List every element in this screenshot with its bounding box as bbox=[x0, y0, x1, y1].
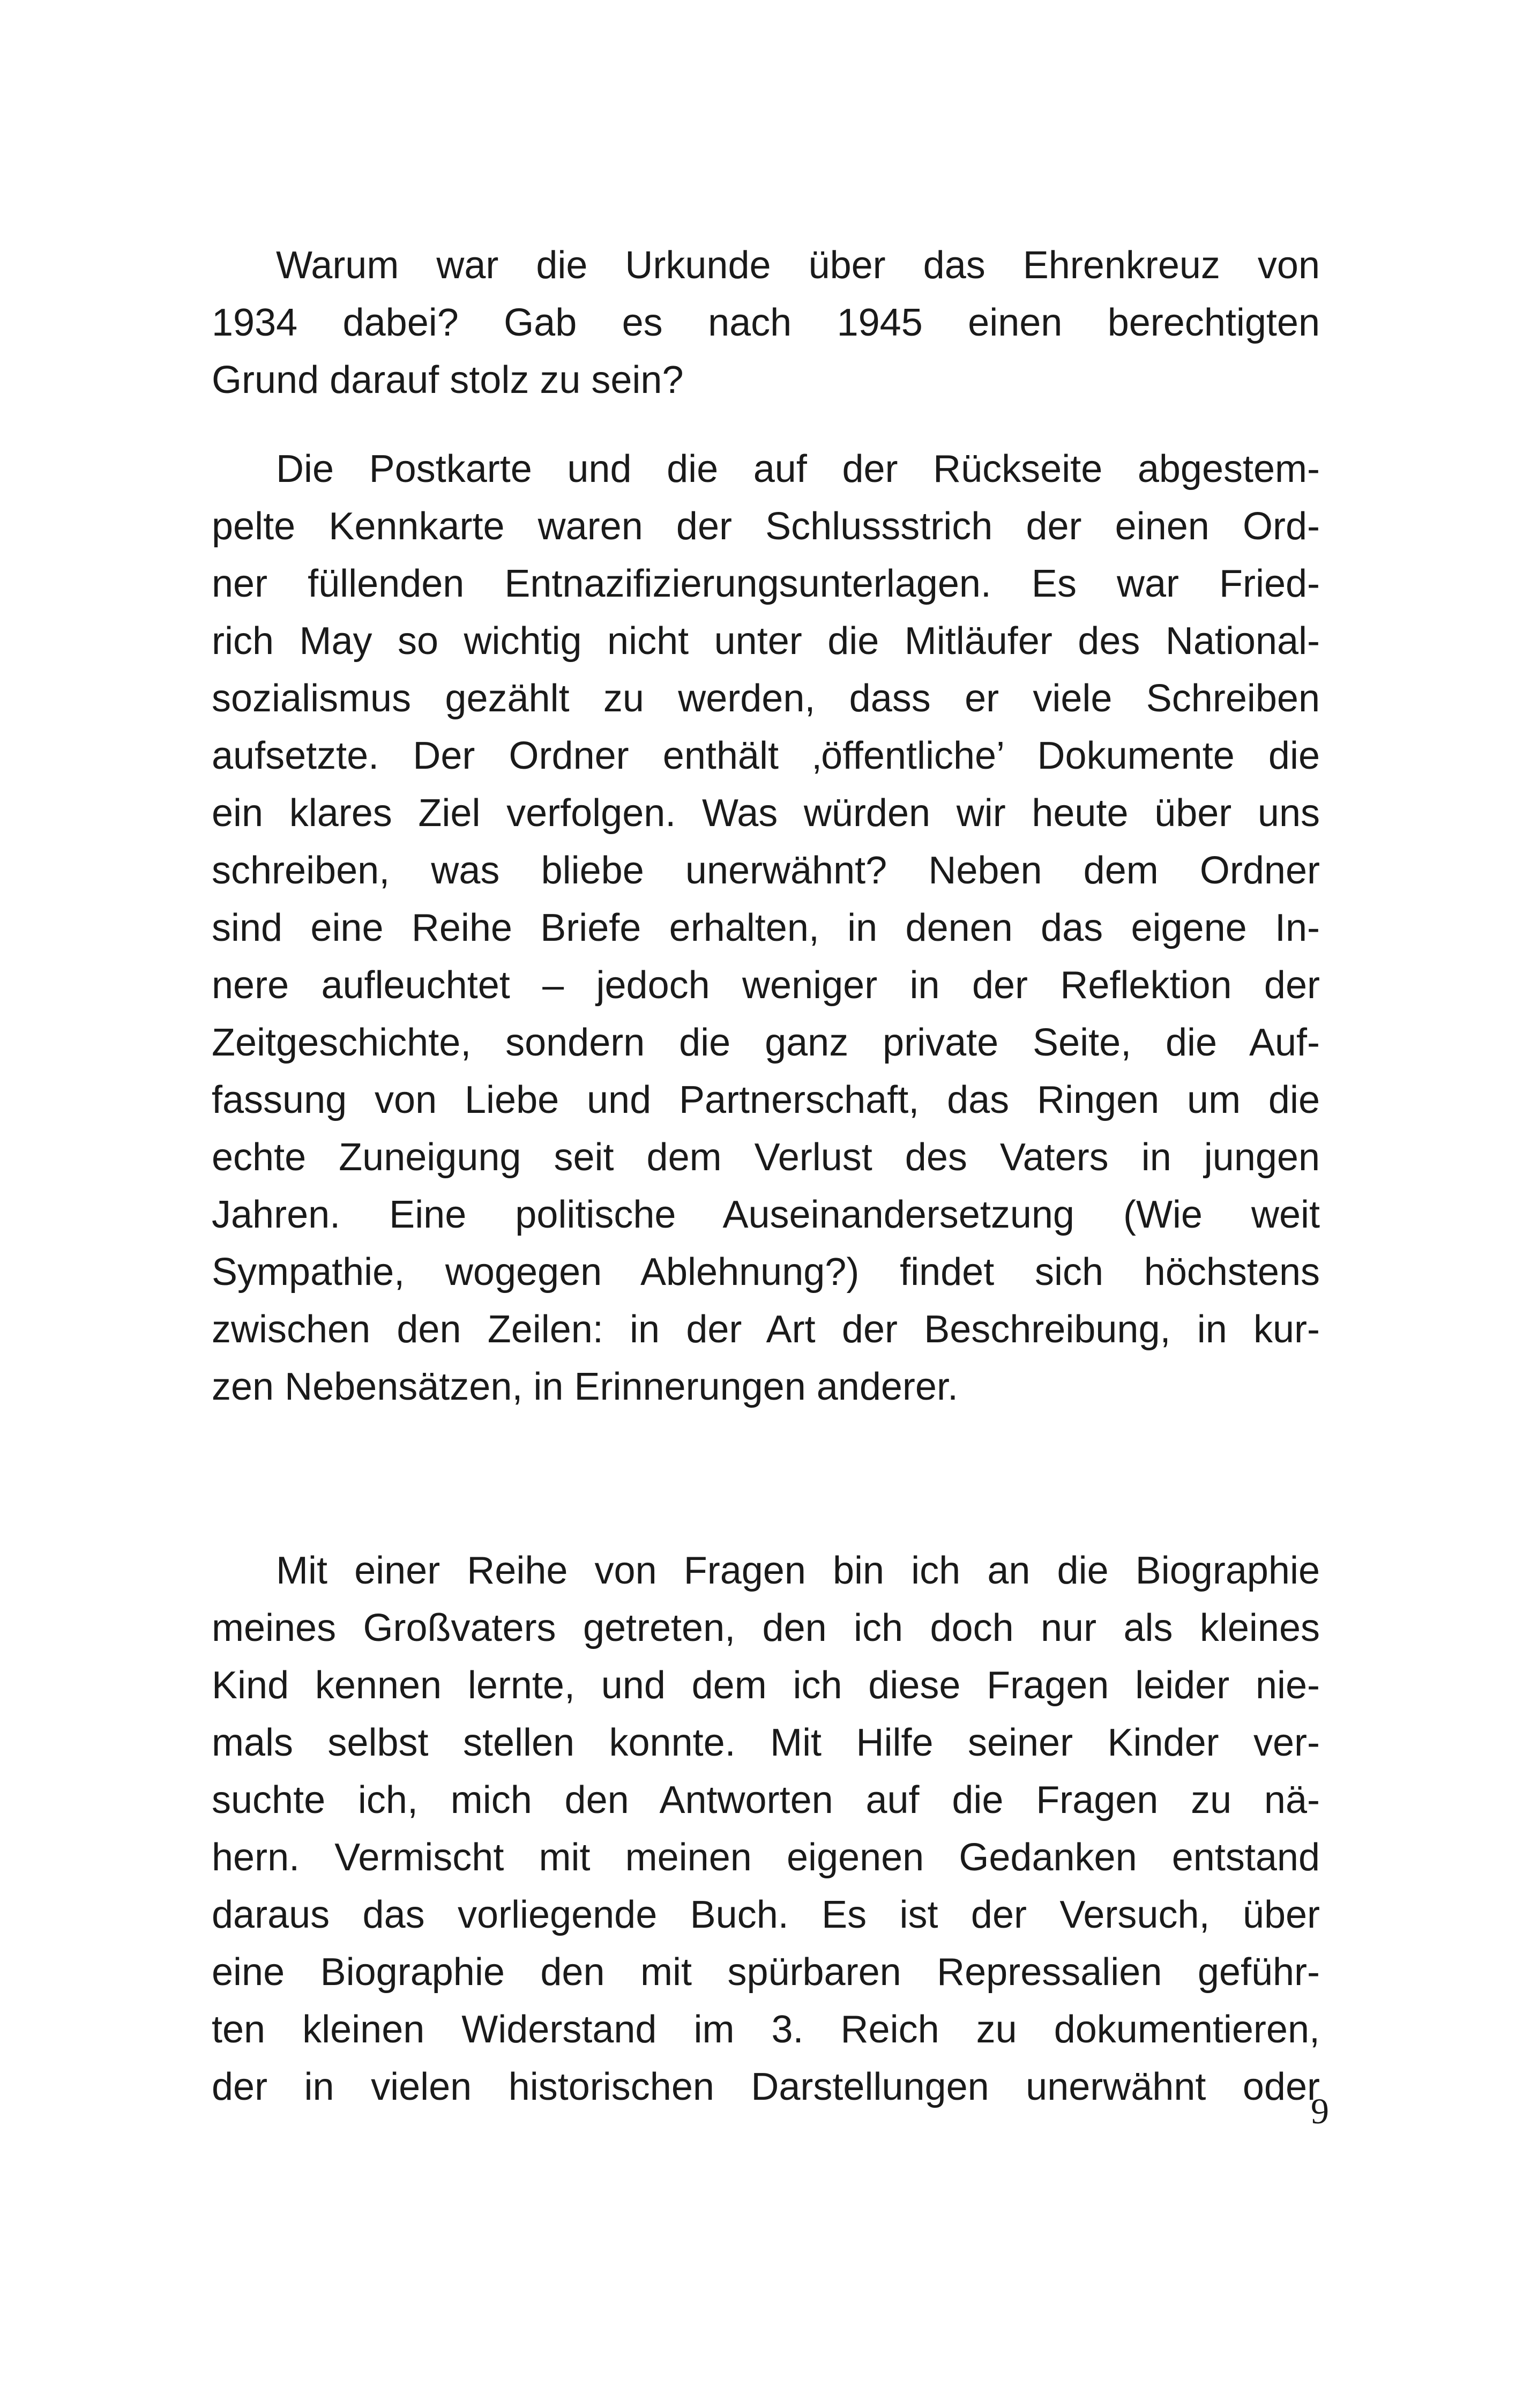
paragraph bbox=[212, 1542, 1320, 2116]
text-line: ten kleinen Widerstand im 3. Reich zu dokumentieren, bbox=[212, 2008, 1320, 2051]
text-line: meines Großvaters getreten, den ich doch nur als kleines bbox=[212, 1607, 1320, 1649]
text-line: zwischen den Zeilen: in der Art der Beschreibung, in kur- bbox=[212, 1308, 1320, 1351]
text-line: Zeitgeschichte, sondern die ganz private Seite, die Auf- bbox=[212, 1021, 1320, 1064]
text-line: ner füllenden Entnazifizierungsunterlagen. Es war Fried- bbox=[212, 562, 1320, 605]
text-line: Warum war die Urkunde über das Ehrenkreuz von bbox=[276, 244, 1320, 287]
text-line: sozialismus gezählt zu werden, dass er viele Schreiben bbox=[212, 677, 1320, 720]
text-line: Sympathie, wogegen Ablehnung?) findet sich höchstens bbox=[212, 1251, 1320, 1294]
text-line: ein klares Ziel verfolgen. Was würden wir heute über uns bbox=[212, 792, 1320, 835]
text-line: rich May so wichtig nicht unter die Mitläufer des National- bbox=[212, 620, 1320, 663]
text-line: nere aufleuchtet – jedoch weniger in der Reflektion der bbox=[212, 964, 1320, 1007]
text-line: hern. Vermischt mit meinen eigenen Gedanken entstand bbox=[212, 1836, 1320, 1879]
page-number: 9 bbox=[1311, 2091, 1329, 2131]
text-line: echte Zuneigung seit dem Verlust des Vaters in jungen bbox=[212, 1136, 1320, 1179]
text-line: Kind kennen lernte, und dem ich diese Fragen leider nie- bbox=[212, 1664, 1320, 1707]
text-line: eine Biographie den mit spürbaren Repressalien geführ- bbox=[212, 1951, 1320, 1994]
text-line: Mit einer Reihe von Fragen bin ich an die Biographie bbox=[276, 1549, 1320, 1592]
text-line: suchte ich, mich den Antworten auf die Fragen zu nä- bbox=[212, 1779, 1320, 1822]
text-line: Grund darauf stolz zu sein? bbox=[212, 359, 684, 402]
paragraph bbox=[212, 441, 1320, 1416]
paragraph bbox=[212, 237, 1320, 409]
text-line: aufsetzte. Der Ordner enthält ‚öffentliche’ Dokumente die bbox=[212, 734, 1320, 777]
text-line: fassung von Liebe und Partnerschaft, das Ringen um die bbox=[212, 1079, 1320, 1121]
text-line: daraus das vorliegende Buch. Es ist der Versuch, über bbox=[212, 1893, 1320, 1936]
text-line: 1934 dabei? Gab es nach 1945 einen berechtigten bbox=[212, 301, 1320, 344]
text-line: mals selbst stellen konnte. Mit Hilfe seiner Kinder ver- bbox=[212, 1721, 1320, 1764]
text-line: sind eine Reihe Briefe erhalten, in denen das eigene In- bbox=[212, 906, 1320, 949]
text-line: Jahren. Eine politische Auseinandersetzung (Wie weit bbox=[212, 1193, 1320, 1236]
text-line: zen Nebensätzen, in Erinnerungen anderer. bbox=[212, 1365, 958, 1408]
text-line: der in vielen historischen Darstellungen unerwähnt oder bbox=[212, 2065, 1320, 2108]
text-line: Die Postkarte und die auf der Rückseite abgestem- bbox=[276, 448, 1320, 490]
text-line: pelte Kennkarte waren der Schlussstrich der einen Ord- bbox=[212, 505, 1320, 548]
text-line: schreiben, was bliebe unerwähnt? Neben dem Ordner bbox=[212, 849, 1320, 892]
